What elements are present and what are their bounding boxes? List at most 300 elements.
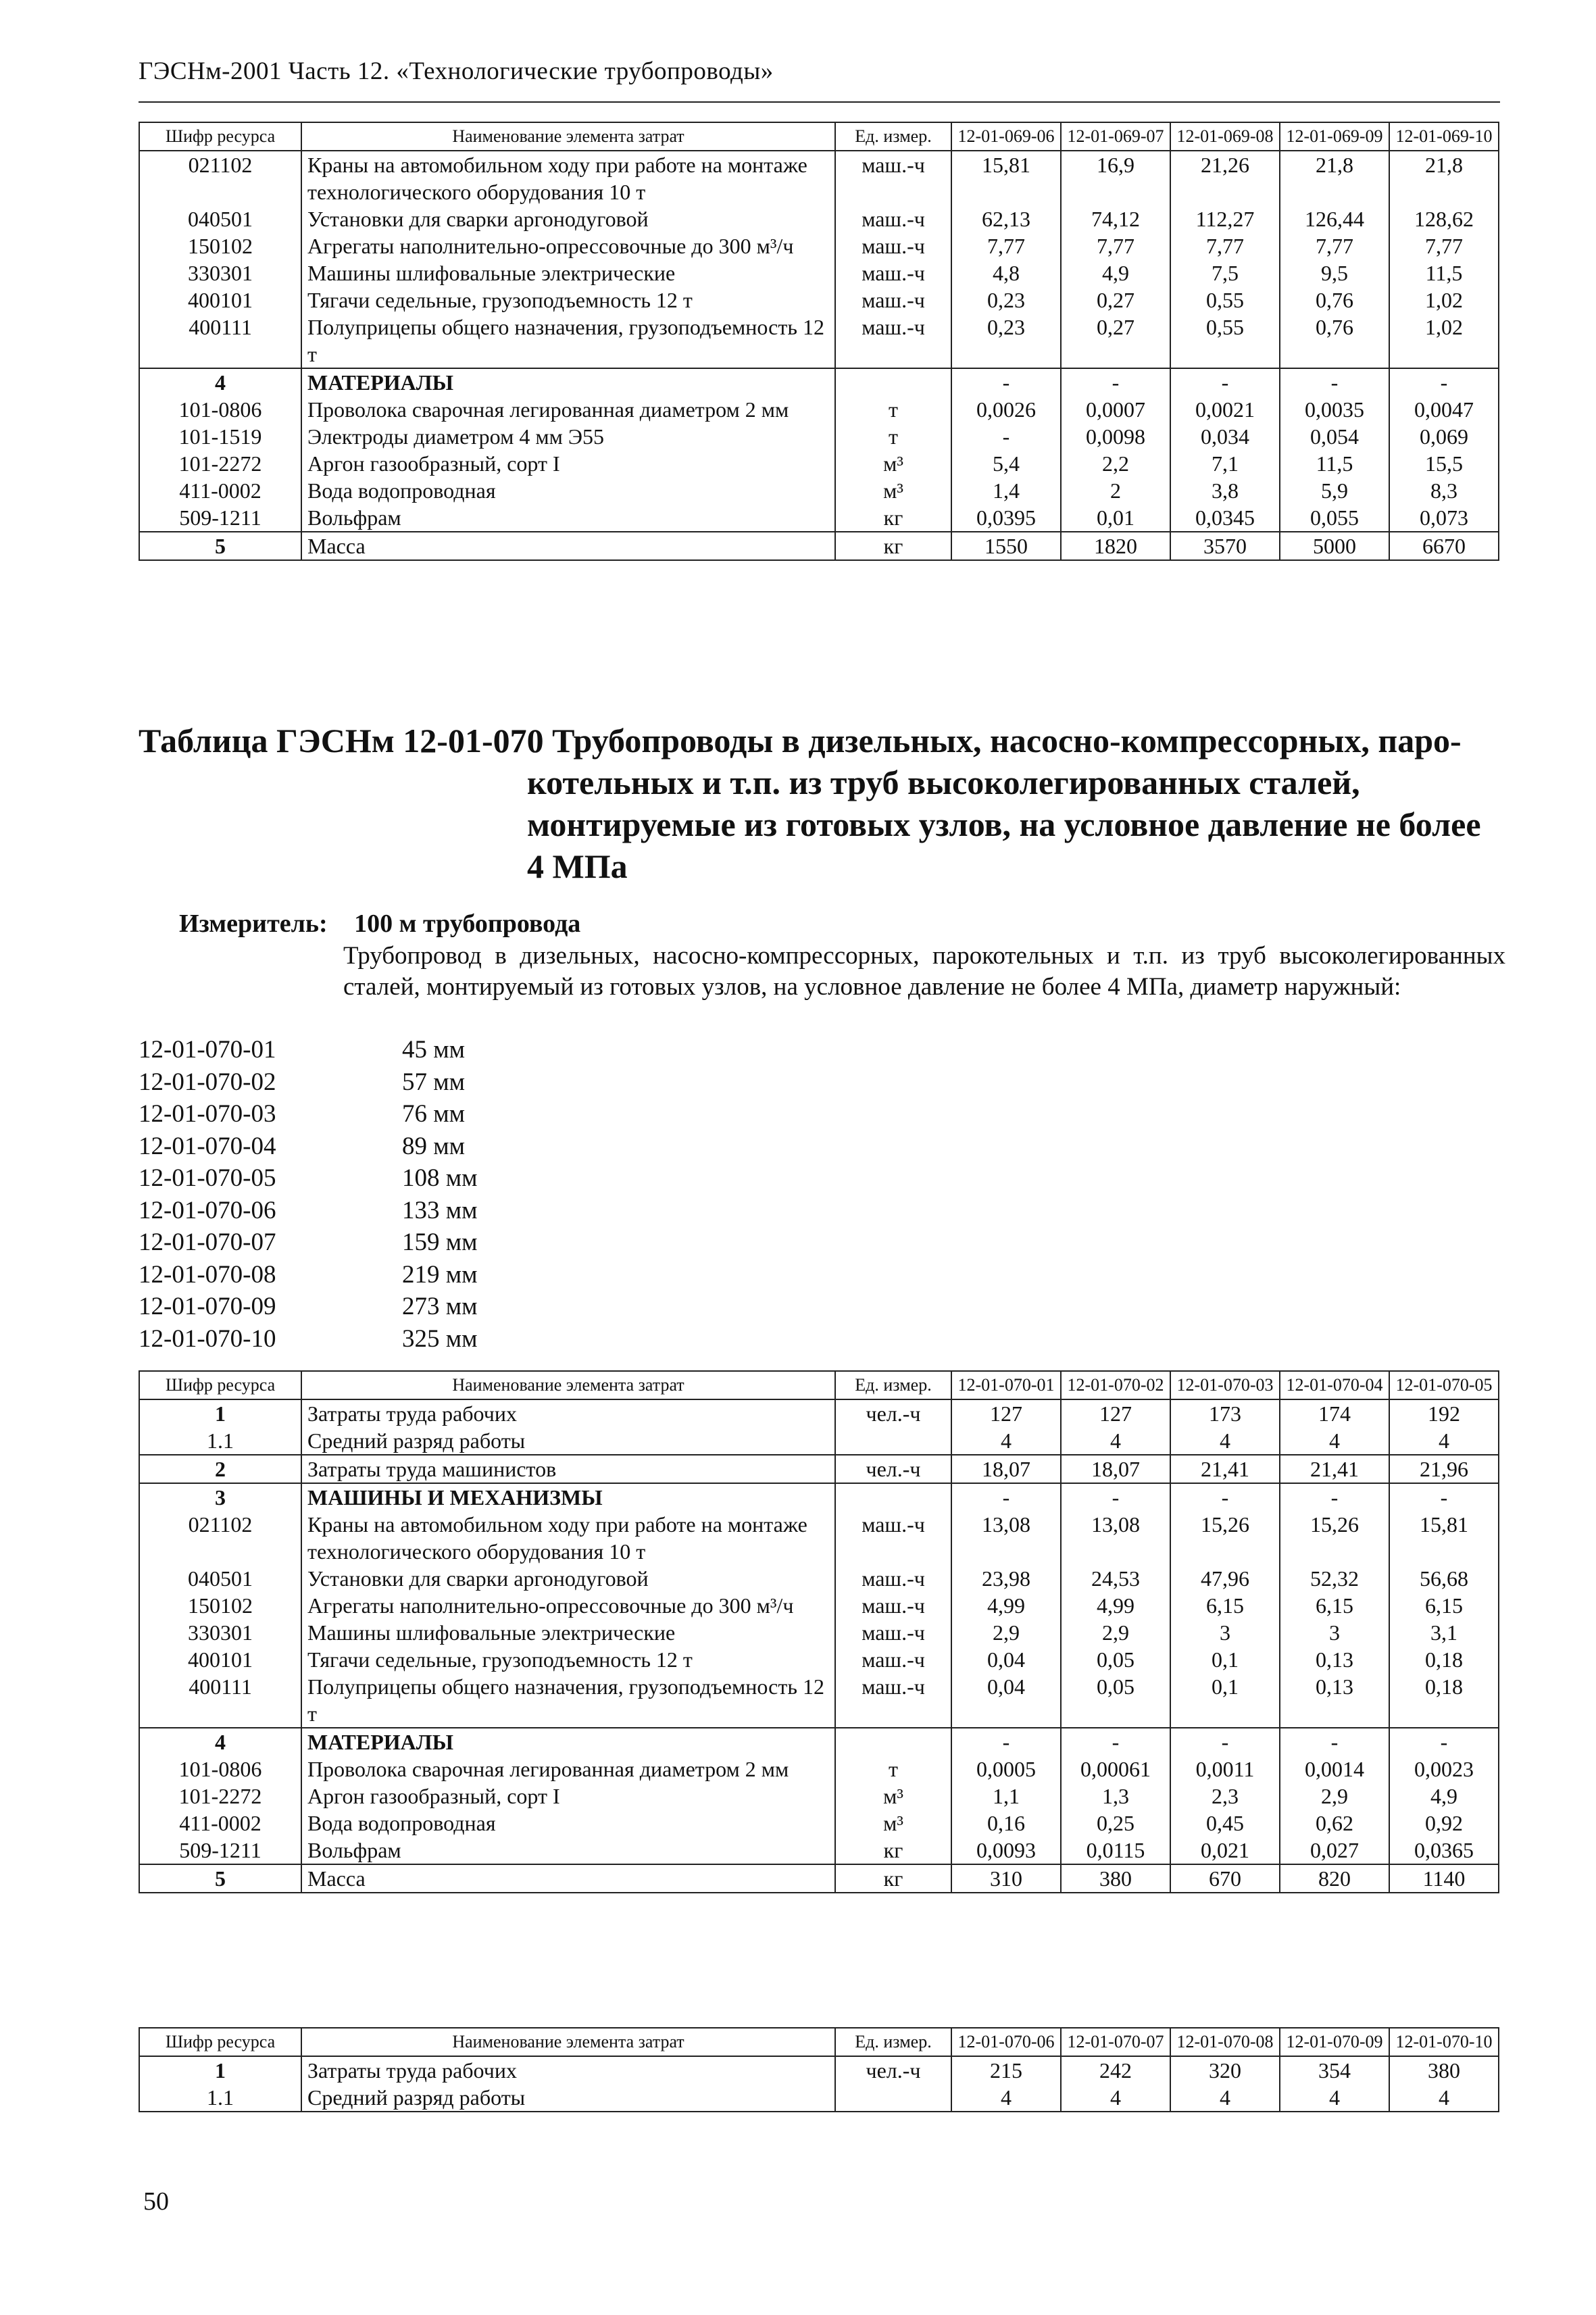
value-cell: 56,68 xyxy=(1389,1565,1499,1592)
table-row xyxy=(139,287,1499,314)
unit-cell: маш.-ч xyxy=(835,1565,951,1592)
diameter-value: 108 мм xyxy=(402,1164,478,1192)
header-resource-code: Шифр ресурса xyxy=(139,122,301,151)
value-cell: 380 xyxy=(1061,1864,1170,1893)
value-cell: 0,0011 xyxy=(1170,1756,1280,1783)
value-cell: 15,5 xyxy=(1389,450,1499,477)
table-row xyxy=(139,1728,1499,1756)
value-cell: 0,18 xyxy=(1389,1646,1499,1673)
cost-element-name: Машины шлифовальные электрические xyxy=(301,1619,835,1646)
value-cell: 2,2 xyxy=(1061,450,1170,477)
value-cell: 52,32 xyxy=(1280,1565,1389,1592)
value-cell: 0,23 xyxy=(951,287,1061,314)
resource-code: 411-0002 xyxy=(139,477,301,504)
header-unit: Ед. измер. xyxy=(835,1371,951,1399)
norm-code: 12-01-070-04 xyxy=(139,1132,276,1160)
header-cost-element: Наименование элемента затрат xyxy=(301,2028,835,2056)
table-row xyxy=(139,396,1499,423)
norm-code: 12-01-070-10 xyxy=(139,1324,276,1353)
cost-element-name: МАШИНЫ И МЕХАНИЗМЫ xyxy=(301,1483,835,1511)
value-cell: - xyxy=(1061,368,1170,396)
unit-cell: маш.-ч xyxy=(835,1619,951,1646)
value-cell: 0,13 xyxy=(1280,1673,1389,1728)
table-header-row xyxy=(139,122,1499,151)
value-cell: 3,1 xyxy=(1389,1619,1499,1646)
value-cell: 0,0098 xyxy=(1061,423,1170,450)
unit-cell xyxy=(835,1483,951,1511)
value-cell: - xyxy=(1389,1483,1499,1511)
diameter-item xyxy=(139,1066,478,1099)
table-row xyxy=(139,1619,1499,1646)
value-cell: - xyxy=(1389,1728,1499,1756)
norm-code: 12-01-070-09 xyxy=(139,1293,276,1320)
value-cell: 7,77 xyxy=(1061,232,1170,259)
unit-cell: маш.-ч xyxy=(835,151,951,205)
header-resource-code: Шифр ресурса xyxy=(139,2028,301,2056)
cost-element-name: Установки для сварки аргонодуговой xyxy=(301,205,835,232)
diameter-value: 219 мм xyxy=(402,1260,478,1289)
diameter-item xyxy=(139,1323,478,1355)
cost-element-name: Вода водопроводная xyxy=(301,477,835,504)
value-cell: 0,0345 xyxy=(1170,504,1280,532)
resource-code: 021102 xyxy=(139,1511,301,1565)
table-row xyxy=(139,532,1499,560)
header-norm-code: 12-01-070-01 xyxy=(951,1371,1061,1399)
value-cell: 13,08 xyxy=(951,1511,1061,1565)
table-row xyxy=(139,1783,1499,1810)
value-cell: 0,0093 xyxy=(951,1837,1061,1864)
unit-cell: м³ xyxy=(835,1783,951,1810)
value-cell: - xyxy=(951,368,1061,396)
value-cell: 0,0023 xyxy=(1389,1756,1499,1783)
table-row xyxy=(139,1673,1499,1728)
value-cell: 4,9 xyxy=(1061,259,1170,287)
value-cell: 21,26 xyxy=(1170,151,1280,205)
value-cell: 4 xyxy=(1061,2084,1170,2112)
table-row xyxy=(139,1810,1499,1837)
cost-element-name: Вода водопроводная xyxy=(301,1810,835,1837)
value-cell: 11,5 xyxy=(1389,259,1499,287)
table-row xyxy=(139,1483,1499,1511)
cost-element-name: Краны на автомобильном ходу при работе на монтаже технологического оборудования 10 т xyxy=(301,151,835,205)
cost-element-name: МАТЕРИАЛЫ xyxy=(301,368,835,396)
resource-code: 1.1 xyxy=(139,2084,301,2112)
value-cell: - xyxy=(951,423,1061,450)
unit-cell: маш.-ч xyxy=(835,314,951,368)
resource-code: 101-0806 xyxy=(139,396,301,423)
resource-code: 411-0002 xyxy=(139,1810,301,1837)
value-cell: 8,3 xyxy=(1389,477,1499,504)
cost-element-name: Затраты труда рабочих xyxy=(301,1399,835,1427)
header-norm-code: 12-01-070-02 xyxy=(1061,1371,1170,1399)
value-cell: 47,96 xyxy=(1170,1565,1280,1592)
diameter-value: 57 мм xyxy=(402,1068,466,1096)
resource-code: 040501 xyxy=(139,1565,301,1592)
header-norm-code: 12-01-070-03 xyxy=(1170,1371,1280,1399)
value-cell: 0,0026 xyxy=(951,396,1061,423)
value-cell: 2,9 xyxy=(951,1619,1061,1646)
table-row xyxy=(139,1864,1499,1893)
value-cell: 18,07 xyxy=(951,1455,1061,1483)
resource-code: 101-2272 xyxy=(139,450,301,477)
value-cell: 380 xyxy=(1389,2056,1499,2084)
unit-cell: чел.-ч xyxy=(835,2056,951,2084)
unit-cell: маш.-ч xyxy=(835,232,951,259)
value-cell: 7,77 xyxy=(1170,232,1280,259)
value-cell: 0,23 xyxy=(951,314,1061,368)
resource-table-070-part-2 xyxy=(139,2027,1499,2112)
value-cell: 1,4 xyxy=(951,477,1061,504)
value-cell: 4 xyxy=(951,1427,1061,1455)
value-cell: 4 xyxy=(1280,2084,1389,2112)
value-cell: 0,027 xyxy=(1280,1837,1389,1864)
value-cell: 5,4 xyxy=(951,450,1061,477)
value-cell: 0,034 xyxy=(1170,423,1280,450)
value-cell: 11,5 xyxy=(1280,450,1389,477)
header-unit: Ед. измер. xyxy=(835,2028,951,2056)
diameter-value: 325 мм xyxy=(402,1324,478,1353)
unit-cell: маш.-ч xyxy=(835,205,951,232)
cost-element-name: Установки для сварки аргонодуговой xyxy=(301,1565,835,1592)
value-cell: - xyxy=(1170,368,1280,396)
resource-code: 150102 xyxy=(139,1592,301,1619)
value-cell: 0,13 xyxy=(1280,1646,1389,1673)
norm-code: 12-01-070-06 xyxy=(139,1196,276,1224)
table-row xyxy=(139,1455,1499,1483)
value-cell: 127 xyxy=(951,1399,1061,1427)
value-cell: 2,3 xyxy=(1170,1783,1280,1810)
value-cell: 0,073 xyxy=(1389,504,1499,532)
value-cell: 62,13 xyxy=(951,205,1061,232)
cost-element-name: Проволока сварочная легированная диаметром 2 мм xyxy=(301,1756,835,1783)
diameter-value: 89 мм xyxy=(402,1132,466,1160)
resource-code: 509-1211 xyxy=(139,1837,301,1864)
diameter-value: 159 мм xyxy=(402,1228,478,1256)
unit-cell: кг xyxy=(835,504,951,532)
table-row xyxy=(139,1592,1499,1619)
value-cell: 0,0047 xyxy=(1389,396,1499,423)
value-cell: 15,81 xyxy=(1389,1511,1499,1565)
cost-element-name: Масса xyxy=(301,532,835,560)
value-cell: 6,15 xyxy=(1389,1592,1499,1619)
resource-code: 150102 xyxy=(139,232,301,259)
resource-code: 021102 xyxy=(139,151,301,205)
value-cell: 6,15 xyxy=(1280,1592,1389,1619)
value-cell: 21,41 xyxy=(1170,1455,1280,1483)
value-cell: 0,021 xyxy=(1170,1837,1280,1864)
table-row xyxy=(139,1399,1499,1427)
table-title-continuation: котельных и т.п. из труб высоколегированных сталей, монтируемые из готовых узлов, на условное давление не более 4 МПа xyxy=(527,764,1481,885)
value-cell: 4 xyxy=(1389,1427,1499,1455)
diameter-item xyxy=(139,1098,478,1130)
table-row xyxy=(139,504,1499,532)
value-cell: 13,08 xyxy=(1061,1511,1170,1565)
value-cell: 23,98 xyxy=(951,1565,1061,1592)
unit-cell: маш.-ч xyxy=(835,287,951,314)
value-cell: 320 xyxy=(1170,2056,1280,2084)
cost-element-name: Агрегаты наполнительно-опрессовочные до 300 м³/ч xyxy=(301,1592,835,1619)
value-cell: 174 xyxy=(1280,1399,1389,1427)
value-cell: 0,0021 xyxy=(1170,396,1280,423)
table-row xyxy=(139,450,1499,477)
value-cell: 0,25 xyxy=(1061,1810,1170,1837)
value-cell: 112,27 xyxy=(1170,205,1280,232)
value-cell: - xyxy=(1170,1483,1280,1511)
unit-cell: м³ xyxy=(835,450,951,477)
table-row xyxy=(139,1427,1499,1455)
cost-element-name: Масса xyxy=(301,1864,835,1893)
value-cell: 21,8 xyxy=(1280,151,1389,205)
diameter-value: 273 мм xyxy=(402,1293,478,1320)
value-cell: 0,0115 xyxy=(1061,1837,1170,1864)
cost-element-name: Проволока сварочная легированная диаметром 2 мм xyxy=(301,396,835,423)
value-cell: 0,04 xyxy=(951,1646,1061,1673)
unit-cell: чел.-ч xyxy=(835,1399,951,1427)
value-cell: 1,02 xyxy=(1389,287,1499,314)
value-cell: 173 xyxy=(1170,1399,1280,1427)
value-cell: 16,9 xyxy=(1061,151,1170,205)
value-cell: 15,81 xyxy=(951,151,1061,205)
resource-table-070-part-1 xyxy=(139,1370,1499,1893)
value-cell: 0,62 xyxy=(1280,1810,1389,1837)
value-cell: 1,02 xyxy=(1389,314,1499,368)
value-cell: 1,1 xyxy=(951,1783,1061,1810)
cost-element-name: Тягачи седельные, грузоподъемность 12 т xyxy=(301,1646,835,1673)
resource-code: 1 xyxy=(139,2056,301,2084)
table-row xyxy=(139,205,1499,232)
value-cell: 0,0014 xyxy=(1280,1756,1389,1783)
value-cell: 6,15 xyxy=(1170,1592,1280,1619)
cost-element-name: Затраты труда машинистов xyxy=(301,1455,835,1483)
page-header: ГЭСНм-2001 Часть 12. «Технологические трубопроводы» xyxy=(139,57,774,85)
header-norm-code: 12-01-069-10 xyxy=(1389,122,1499,151)
header-norm-code: 12-01-070-08 xyxy=(1170,2028,1280,2056)
unit-cell: маш.-ч xyxy=(835,1673,951,1728)
value-cell: 0,55 xyxy=(1170,287,1280,314)
value-cell: 3570 xyxy=(1170,532,1280,560)
diameter-list xyxy=(139,1034,478,1355)
resource-code: 400111 xyxy=(139,314,301,368)
value-cell: 128,62 xyxy=(1389,205,1499,232)
value-cell: 0,05 xyxy=(1061,1646,1170,1673)
resource-code: 400101 xyxy=(139,287,301,314)
value-cell: 4 xyxy=(951,2084,1061,2112)
value-cell: 4 xyxy=(1280,1427,1389,1455)
unit-cell xyxy=(835,368,951,396)
value-cell: - xyxy=(1170,1728,1280,1756)
value-cell: 2 xyxy=(1061,477,1170,504)
table-row xyxy=(139,1756,1499,1783)
value-cell: 0,27 xyxy=(1061,287,1170,314)
value-cell: 4,9 xyxy=(1389,1783,1499,1810)
resource-code: 101-1519 xyxy=(139,423,301,450)
resource-code: 040501 xyxy=(139,205,301,232)
value-cell: 0,00061 xyxy=(1061,1756,1170,1783)
header-norm-code: 12-01-070-09 xyxy=(1280,2028,1389,2056)
value-cell: 3 xyxy=(1280,1619,1389,1646)
value-cell: 7,77 xyxy=(1280,232,1389,259)
value-cell: 0,76 xyxy=(1280,287,1389,314)
header-norm-code: 12-01-070-07 xyxy=(1061,2028,1170,2056)
value-cell: - xyxy=(1280,1483,1389,1511)
resource-code: 400111 xyxy=(139,1673,301,1728)
header-rule xyxy=(139,101,1500,103)
cost-element-name: Затраты труда рабочих xyxy=(301,2056,835,2084)
table-row xyxy=(139,1837,1499,1864)
resource-code: 4 xyxy=(139,1728,301,1756)
header-norm-code: 12-01-069-06 xyxy=(951,122,1061,151)
header-norm-code: 12-01-070-04 xyxy=(1280,1371,1389,1399)
value-cell: - xyxy=(1389,368,1499,396)
unit-cell: маш.-ч xyxy=(835,1646,951,1673)
value-cell: 21,41 xyxy=(1280,1455,1389,1483)
value-cell: 0,45 xyxy=(1170,1810,1280,1837)
header-norm-code: 12-01-070-10 xyxy=(1389,2028,1499,2056)
value-cell: - xyxy=(1280,1728,1389,1756)
header-cost-element: Наименование элемента затрат xyxy=(301,1371,835,1399)
value-cell: 21,8 xyxy=(1389,151,1499,205)
table-row xyxy=(139,1646,1499,1673)
resource-code: 101-2272 xyxy=(139,1783,301,1810)
value-cell: 192 xyxy=(1389,1399,1499,1427)
value-cell: 0,01 xyxy=(1061,504,1170,532)
value-cell: 0,76 xyxy=(1280,314,1389,368)
resource-code: 5 xyxy=(139,532,301,560)
value-cell: 0,27 xyxy=(1061,314,1170,368)
unit-cell: маш.-ч xyxy=(835,1592,951,1619)
cost-element-name: Аргон газообразный, сорт I xyxy=(301,450,835,477)
unit-cell: маш.-ч xyxy=(835,1511,951,1565)
value-cell: 127 xyxy=(1061,1399,1170,1427)
cost-element-name: Электроды диаметром 4 мм Э55 xyxy=(301,423,835,450)
diameter-item xyxy=(139,1130,478,1163)
value-cell: 126,44 xyxy=(1280,205,1389,232)
diameter-item xyxy=(139,1162,478,1195)
cost-element-name: Полуприцепы общего назначения, грузоподъемность 12 т xyxy=(301,314,835,368)
cost-element-name: Аргон газообразный, сорт I xyxy=(301,1783,835,1810)
header-norm-code: 12-01-069-07 xyxy=(1061,122,1170,151)
meter-label: Измеритель: xyxy=(179,910,328,938)
value-cell: 7,5 xyxy=(1170,259,1280,287)
value-cell: 5000 xyxy=(1280,532,1389,560)
value-cell: 0,1 xyxy=(1170,1646,1280,1673)
meter-value: 100 м трубопровода xyxy=(354,910,581,938)
value-cell: 7,77 xyxy=(951,232,1061,259)
value-cell: - xyxy=(951,1483,1061,1511)
cost-element-name: Средний разряд работы xyxy=(301,2084,835,2112)
header-norm-code: 12-01-070-05 xyxy=(1389,1371,1499,1399)
diameter-item xyxy=(139,1034,478,1066)
resource-code: 2 xyxy=(139,1455,301,1483)
norm-code: 12-01-070-01 xyxy=(139,1036,276,1064)
unit-cell xyxy=(835,1427,951,1455)
table-row xyxy=(139,151,1499,205)
value-cell: 0,0395 xyxy=(951,504,1061,532)
value-cell: 0,04 xyxy=(951,1673,1061,1728)
header-norm-code: 12-01-070-06 xyxy=(951,2028,1061,2056)
norm-code: 12-01-070-02 xyxy=(139,1068,276,1096)
cost-element-name: Вольфрам xyxy=(301,1837,835,1864)
value-cell: 310 xyxy=(951,1864,1061,1893)
table-title xyxy=(139,720,1503,887)
unit-cell: маш.-ч xyxy=(835,259,951,287)
unit-cell: чел.-ч xyxy=(835,1455,951,1483)
value-cell: 0,92 xyxy=(1389,1810,1499,1837)
cost-element-name: Полуприцепы общего назначения, грузоподъемность 12 т xyxy=(301,1673,835,1728)
unit-cell: т xyxy=(835,423,951,450)
value-cell: 1140 xyxy=(1389,1864,1499,1893)
value-cell: 4,8 xyxy=(951,259,1061,287)
diameter-value: 45 мм xyxy=(402,1036,466,1064)
unit-cell xyxy=(835,1728,951,1756)
value-cell: 820 xyxy=(1280,1864,1389,1893)
value-cell: 9,5 xyxy=(1280,259,1389,287)
value-cell: 2,9 xyxy=(1061,1619,1170,1646)
unit-cell: м³ xyxy=(835,1810,951,1837)
norm-code: 12-01-070-05 xyxy=(139,1164,276,1192)
diameter-item xyxy=(139,1259,478,1291)
cost-element-name: Тягачи седельные, грузоподъемность 12 т xyxy=(301,287,835,314)
unit-cell: кг xyxy=(835,1864,951,1893)
resource-code: 330301 xyxy=(139,1619,301,1646)
cost-element-name: Средний разряд работы xyxy=(301,1427,835,1455)
header-norm-code: 12-01-069-09 xyxy=(1280,122,1389,151)
meter xyxy=(179,909,580,939)
value-cell: 74,12 xyxy=(1061,205,1170,232)
value-cell: 0,055 xyxy=(1280,504,1389,532)
norm-code: 12-01-070-08 xyxy=(139,1260,276,1289)
value-cell: 0,55 xyxy=(1170,314,1280,368)
value-cell: 3 xyxy=(1170,1619,1280,1646)
value-cell: 18,07 xyxy=(1061,1455,1170,1483)
value-cell: 2,9 xyxy=(1280,1783,1389,1810)
table-row xyxy=(139,1511,1499,1565)
value-cell: 7,77 xyxy=(1389,232,1499,259)
value-cell: 670 xyxy=(1170,1864,1280,1893)
table-row xyxy=(139,2084,1499,2112)
value-cell: 0,18 xyxy=(1389,1673,1499,1728)
value-cell: 0,05 xyxy=(1061,1673,1170,1728)
header-resource-code: Шифр ресурса xyxy=(139,1371,301,1399)
cost-element-name: Краны на автомобильном ходу при работе на монтаже технологического оборудования 10 т xyxy=(301,1511,835,1565)
value-cell: - xyxy=(951,1728,1061,1756)
value-cell: 242 xyxy=(1061,2056,1170,2084)
value-cell: - xyxy=(1061,1728,1170,1756)
table-row xyxy=(139,232,1499,259)
header-norm-code: 12-01-069-08 xyxy=(1170,122,1280,151)
value-cell: 1,3 xyxy=(1061,1783,1170,1810)
cost-element-name: Машины шлифовальные электрические xyxy=(301,259,835,287)
diameter-item xyxy=(139,1291,478,1323)
unit-cell xyxy=(835,2084,951,2112)
header-cost-element: Наименование элемента затрат xyxy=(301,122,835,151)
table-row xyxy=(139,314,1499,368)
value-cell: 21,96 xyxy=(1389,1455,1499,1483)
value-cell: 4 xyxy=(1061,1427,1170,1455)
table-row xyxy=(139,368,1499,396)
value-cell: 4 xyxy=(1170,1427,1280,1455)
value-cell: - xyxy=(1061,1483,1170,1511)
resource-code: 330301 xyxy=(139,259,301,287)
cost-element-name: Вольфрам xyxy=(301,504,835,532)
value-cell: 5,9 xyxy=(1280,477,1389,504)
resource-code: 4 xyxy=(139,368,301,396)
value-cell: 0,0365 xyxy=(1389,1837,1499,1864)
value-cell: 4 xyxy=(1170,2084,1280,2112)
diameter-item xyxy=(139,1226,478,1259)
value-cell: 0,0007 xyxy=(1061,396,1170,423)
diameter-value: 133 мм xyxy=(402,1196,478,1224)
